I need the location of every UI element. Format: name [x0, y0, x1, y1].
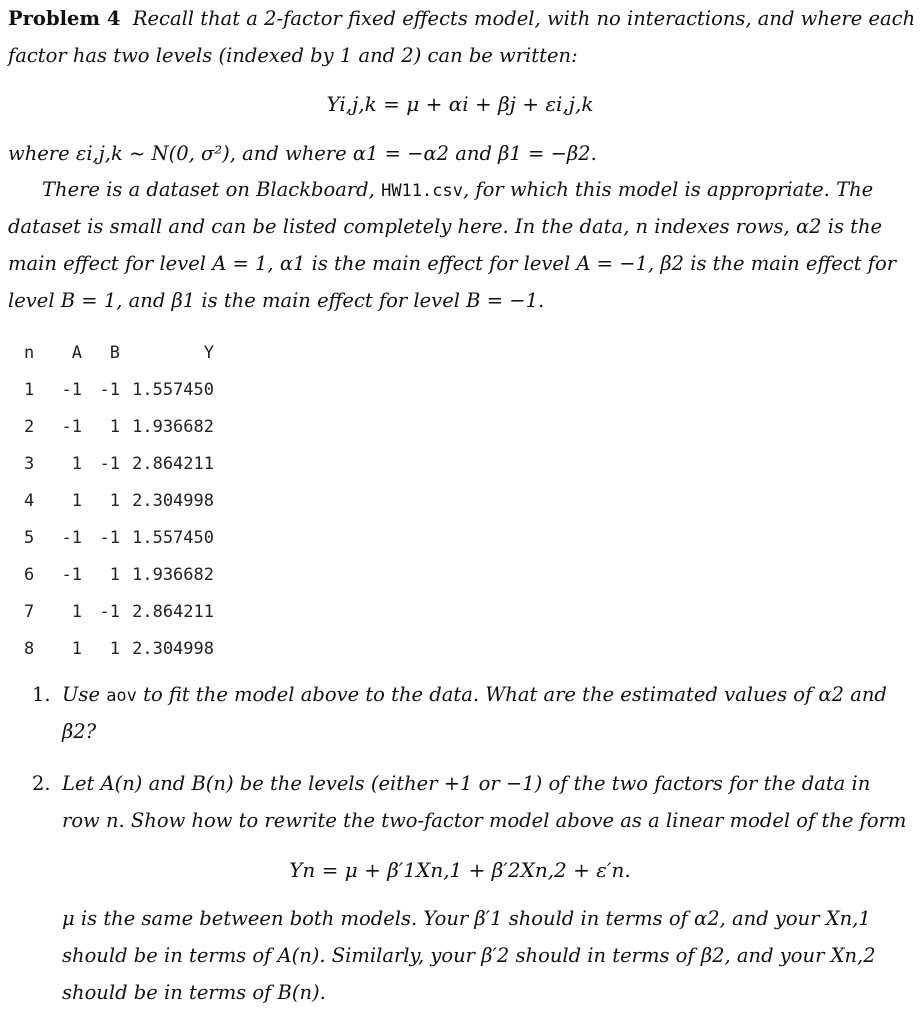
cell-a: -1 — [61, 416, 82, 437]
item-1-text-a: Use — [62, 683, 100, 706]
cell-b: -1 — [99, 601, 120, 622]
where-line: where εi,j,k ~ N(0, σ²), and where α1 = −α2 and β1 = −β2. — [8, 142, 597, 165]
paragraph-line-1 — [42, 177, 873, 204]
cell-b: 1 — [109, 638, 120, 659]
table-row — [24, 556, 214, 593]
intro-text-1: Recall that a 2-factor fixed effects model, with no interactions, and where each — [132, 7, 916, 30]
data-table — [24, 334, 214, 667]
cell-n: 7 — [24, 601, 35, 622]
cell-a: 1 — [71, 601, 82, 622]
cell-a: 1 — [71, 453, 82, 474]
header-b: B — [109, 342, 120, 363]
cell-y: 2.864211 — [132, 453, 214, 474]
intro-line-1 — [8, 6, 915, 32]
header-a: A — [71, 342, 82, 363]
cell-b: -1 — [99, 453, 120, 474]
paragraph-text-1a: There is a dataset on Blackboard, — [42, 178, 375, 201]
table-row — [24, 630, 214, 667]
paragraph-line-2: dataset is small and can be listed completely here. In the data, n indexes rows, α2 is the — [8, 215, 883, 238]
paragraph-line-3: main effect for level A = 1, α1 is the main effect for level A = −1, β2 is the main effect for — [8, 252, 897, 275]
table-row — [24, 408, 214, 445]
cell-b: -1 — [99, 379, 120, 400]
dataset-filename: HW11.csv — [381, 181, 463, 201]
item-2-line-1: Let A(n) and B(n) be the levels (either +1 or −1) of the two factors for the data in — [62, 772, 871, 795]
item-2-line-4: should be in terms of A(n). Similarly, your β′2 should in terms of β2, and your Xn,2 — [62, 944, 876, 967]
intro-line-2: factor has two levels (indexed by 1 and 2) can be written: — [8, 44, 578, 67]
cell-b: 1 — [109, 416, 120, 437]
cell-y: 1.557450 — [132, 527, 214, 548]
item-1-line-1 — [62, 682, 887, 709]
paragraph-line-4: level B = 1, and β1 is the main effect for level B = −1. — [8, 289, 545, 312]
cell-a: -1 — [61, 379, 82, 400]
table-header-row — [24, 334, 214, 371]
cell-a: -1 — [61, 527, 82, 548]
cell-n: 4 — [24, 490, 35, 511]
cell-b: -1 — [99, 527, 120, 548]
header-y: Y — [203, 342, 214, 363]
main-equation: Yi,j,k = μ + αi + βj + εi,j,k — [326, 92, 594, 116]
header-n: n — [24, 342, 35, 363]
table-row — [24, 445, 214, 482]
paragraph-text-1b: , for which this model is appropriate. The — [462, 178, 874, 201]
cell-b: 1 — [109, 564, 120, 585]
problem-label: Problem 4 — [8, 7, 121, 30]
table-row — [24, 593, 214, 630]
cell-y: 1.936682 — [132, 564, 214, 585]
linear-model-equation: Yn = μ + β′1Xn,1 + β′2Xn,2 + ε′n. — [289, 858, 631, 882]
item-2-line-2: row n. Show how to rewrite the two-factor model above as a linear model of the form — [62, 809, 907, 832]
cell-n: 8 — [24, 638, 35, 659]
cell-n: 1 — [24, 379, 35, 400]
item-2-line-5: should be in terms of B(n). — [62, 981, 326, 1004]
cell-n: 5 — [24, 527, 35, 548]
cell-n: 6 — [24, 564, 35, 585]
cell-n: 3 — [24, 453, 35, 474]
cell-b: 1 — [109, 490, 120, 511]
table-row — [24, 371, 214, 408]
table-row — [24, 519, 214, 556]
cell-a: -1 — [61, 564, 82, 585]
cell-a: 1 — [71, 490, 82, 511]
cell-n: 2 — [24, 416, 35, 437]
table-row — [24, 482, 214, 519]
item-1-number: 1. — [32, 683, 51, 706]
cell-y: 2.864211 — [132, 601, 214, 622]
item-2-number: 2. — [32, 772, 51, 795]
item-2-line-3: μ is the same between both models. Your β′1 should in terms of α2, and your Xn,1 — [62, 907, 871, 930]
item-1-line-2: β2? — [62, 720, 97, 743]
cell-y: 2.304998 — [132, 638, 214, 659]
item-1-text-b: to fit the model above to the data. What are the estimated values of α2 and — [143, 683, 887, 706]
cell-y: 1.557450 — [132, 379, 214, 400]
cell-y: 2.304998 — [132, 490, 214, 511]
cell-y: 1.936682 — [132, 416, 214, 437]
aov-code: aov — [106, 686, 137, 706]
cell-a: 1 — [71, 638, 82, 659]
